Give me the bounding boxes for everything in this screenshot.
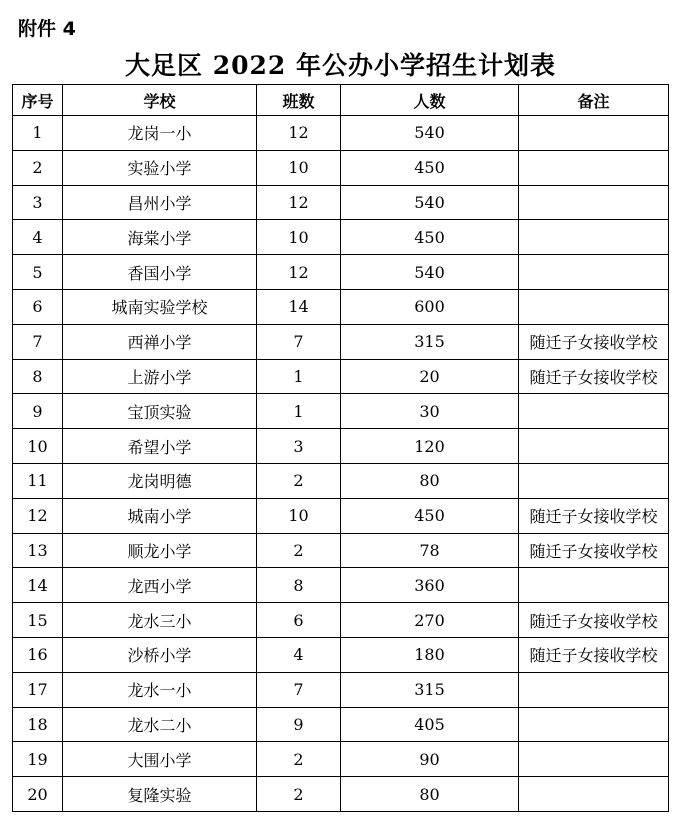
table-row — [13, 603, 669, 638]
cell-classes: 7 — [257, 672, 341, 707]
cell-school: 龙水一小 — [63, 672, 257, 707]
table-row — [13, 707, 669, 742]
table-row — [13, 568, 669, 603]
header-number: 序号 — [13, 85, 63, 116]
table-header-row — [13, 85, 669, 116]
cell-note — [519, 185, 669, 220]
cell-number: 1 — [13, 116, 63, 151]
cell-school: 大围小学 — [63, 742, 257, 777]
table-row — [13, 498, 669, 533]
cell-classes: 6 — [257, 603, 341, 638]
cell-students: 450 — [341, 150, 519, 185]
cell-number: 20 — [13, 777, 63, 812]
cell-school: 海棠小学 — [63, 220, 257, 255]
attachment-label: 附件 4 — [18, 18, 76, 40]
cell-classes: 2 — [257, 533, 341, 568]
cell-students: 450 — [341, 220, 519, 255]
cell-students: 20 — [341, 359, 519, 394]
cell-school: 复隆实验 — [63, 777, 257, 812]
table-row — [13, 289, 669, 324]
cell-classes: 2 — [257, 742, 341, 777]
cell-classes: 10 — [257, 498, 341, 533]
cell-note — [519, 289, 669, 324]
cell-number: 19 — [13, 742, 63, 777]
cell-students: 80 — [341, 777, 519, 812]
cell-students: 540 — [341, 116, 519, 151]
cell-number: 3 — [13, 185, 63, 220]
page-title: 大足区 2022 年公办小学招生计划表 — [125, 51, 556, 80]
cell-number: 16 — [13, 637, 63, 672]
cell-students: 540 — [341, 185, 519, 220]
table-row — [13, 463, 669, 498]
cell-number: 13 — [13, 533, 63, 568]
table-body — [13, 116, 669, 812]
cell-number: 11 — [13, 463, 63, 498]
cell-classes: 12 — [257, 185, 341, 220]
cell-school: 龙水三小 — [63, 603, 257, 638]
cell-school: 顺龙小学 — [63, 533, 257, 568]
cell-school: 龙西小学 — [63, 568, 257, 603]
cell-number: 15 — [13, 603, 63, 638]
table-row — [13, 185, 669, 220]
cell-students: 78 — [341, 533, 519, 568]
table-row — [13, 116, 669, 151]
table-row — [13, 742, 669, 777]
cell-school: 龙水二小 — [63, 707, 257, 742]
cell-note — [519, 255, 669, 290]
cell-classes: 3 — [257, 429, 341, 464]
cell-note: 随迁子女接收学校 — [519, 603, 669, 638]
cell-students: 315 — [341, 672, 519, 707]
table-row — [13, 150, 669, 185]
cell-note — [519, 150, 669, 185]
cell-classes: 1 — [257, 359, 341, 394]
cell-students: 450 — [341, 498, 519, 533]
header-school: 学校 — [63, 85, 257, 116]
cell-school: 龙岗明德 — [63, 463, 257, 498]
cell-note — [519, 707, 669, 742]
cell-school: 龙岗一小 — [63, 116, 257, 151]
cell-note: 随迁子女接收学校 — [519, 637, 669, 672]
cell-number: 10 — [13, 429, 63, 464]
cell-students: 360 — [341, 568, 519, 603]
table-row — [13, 777, 669, 812]
cell-note: 随迁子女接收学校 — [519, 359, 669, 394]
cell-note: 随迁子女接收学校 — [519, 498, 669, 533]
table-row — [13, 637, 669, 672]
header-students: 人数 — [341, 85, 519, 116]
header-classes: 班数 — [257, 85, 341, 116]
cell-number: 17 — [13, 672, 63, 707]
cell-students: 30 — [341, 394, 519, 429]
cell-students: 180 — [341, 637, 519, 672]
cell-students: 90 — [341, 742, 519, 777]
cell-school: 希望小学 — [63, 429, 257, 464]
cell-classes: 2 — [257, 463, 341, 498]
cell-classes: 2 — [257, 777, 341, 812]
cell-students: 270 — [341, 603, 519, 638]
cell-classes: 14 — [257, 289, 341, 324]
cell-students: 405 — [341, 707, 519, 742]
cell-note — [519, 463, 669, 498]
header-notes: 备注 — [519, 85, 669, 116]
table-row — [13, 324, 669, 359]
cell-classes: 8 — [257, 568, 341, 603]
cell-classes: 10 — [257, 150, 341, 185]
table-row — [13, 394, 669, 429]
cell-number: 4 — [13, 220, 63, 255]
cell-classes: 4 — [257, 637, 341, 672]
cell-school: 城南小学 — [63, 498, 257, 533]
enrollment-plan-table — [12, 84, 669, 812]
cell-school: 宝顶实验 — [63, 394, 257, 429]
cell-note — [519, 116, 669, 151]
cell-classes: 10 — [257, 220, 341, 255]
cell-school: 沙桥小学 — [63, 637, 257, 672]
cell-note: 随迁子女接收学校 — [519, 533, 669, 568]
cell-number: 18 — [13, 707, 63, 742]
cell-classes: 7 — [257, 324, 341, 359]
cell-students: 120 — [341, 429, 519, 464]
cell-note — [519, 568, 669, 603]
cell-classes: 12 — [257, 255, 341, 290]
cell-school: 香国小学 — [63, 255, 257, 290]
cell-school: 西禅小学 — [63, 324, 257, 359]
cell-note — [519, 672, 669, 707]
table-row — [13, 255, 669, 290]
cell-students: 80 — [341, 463, 519, 498]
cell-note — [519, 429, 669, 464]
cell-note — [519, 394, 669, 429]
cell-school: 城南实验学校 — [63, 289, 257, 324]
cell-note: 随迁子女接收学校 — [519, 324, 669, 359]
cell-classes: 12 — [257, 116, 341, 151]
cell-note — [519, 220, 669, 255]
cell-number: 5 — [13, 255, 63, 290]
table-row — [13, 533, 669, 568]
cell-school: 上游小学 — [63, 359, 257, 394]
cell-school: 昌州小学 — [63, 185, 257, 220]
cell-note — [519, 777, 669, 812]
cell-number: 2 — [13, 150, 63, 185]
cell-students: 600 — [341, 289, 519, 324]
cell-classes: 9 — [257, 707, 341, 742]
cell-number: 8 — [13, 359, 63, 394]
table-row — [13, 220, 669, 255]
cell-number: 9 — [13, 394, 63, 429]
table-row — [13, 359, 669, 394]
cell-students: 540 — [341, 255, 519, 290]
table-row — [13, 672, 669, 707]
cell-number: 12 — [13, 498, 63, 533]
cell-classes: 1 — [257, 394, 341, 429]
cell-number: 14 — [13, 568, 63, 603]
cell-school: 实验小学 — [63, 150, 257, 185]
table-row — [13, 429, 669, 464]
cell-number: 6 — [13, 289, 63, 324]
cell-number: 7 — [13, 324, 63, 359]
cell-students: 315 — [341, 324, 519, 359]
cell-note — [519, 742, 669, 777]
